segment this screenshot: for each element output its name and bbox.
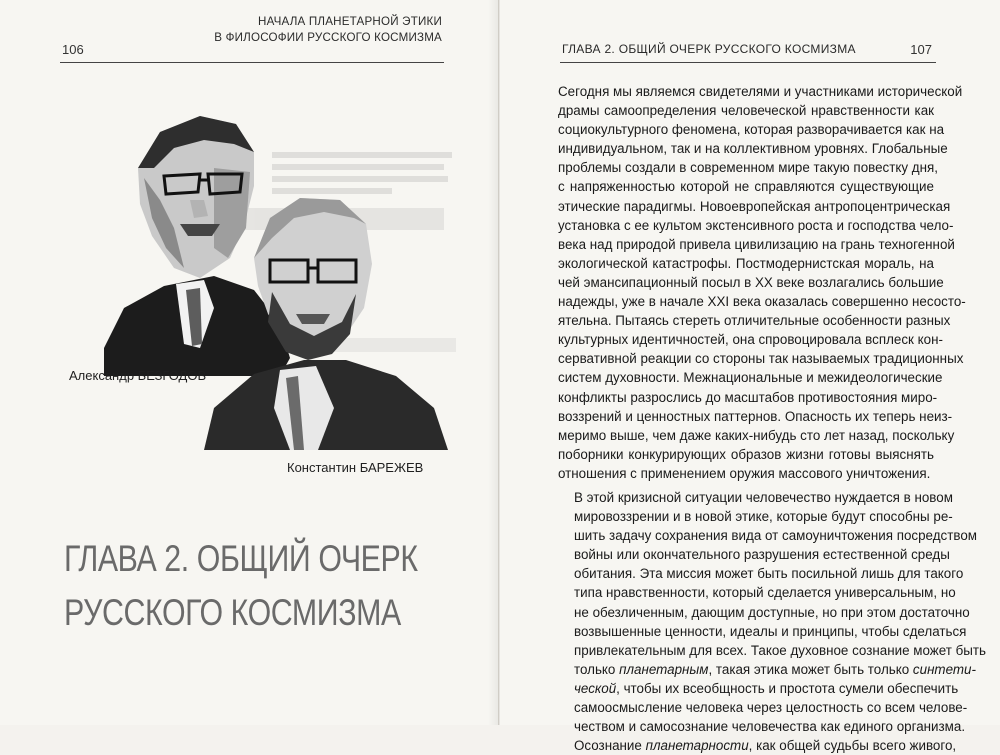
text-line: века над природой привела цивилизацию на грань техногенной — [558, 236, 955, 252]
author-portraits-illustration — [104, 108, 456, 450]
running-head-line: НАЧАЛА ПЛАНЕТАРНОЙ ЭТИКИ — [258, 15, 442, 28]
text-line: сервативной реакции со стороны так называемых традиционных — [558, 351, 964, 367]
header-rule — [560, 62, 936, 63]
text-line: чей эмансипационный посыл в XX веке возлагались большие — [558, 274, 944, 290]
left-page — [0, 0, 499, 725]
text-line: установка с ее культом экстенсивного роста и господства чело- — [558, 217, 954, 233]
author-name-2: Константин БАРЕЖЕВ — [287, 460, 424, 475]
left-page-number: 106 — [62, 42, 84, 57]
text-line: с напряженностью которой не справляются существующие — [558, 179, 934, 195]
text-line: самоосмысление человека через целостность со всем челове- — [574, 700, 968, 715]
paragraph-2 — [558, 488, 986, 755]
text-line: социокультурного феномена, которая разворачивается как на — [558, 122, 945, 138]
text-line: культурных идентичностей, она спровоцировала всплеск кон- — [558, 332, 943, 348]
text-line: этические парадигмы. Новоевропейская антропоцентрическая — [558, 198, 951, 214]
text-line: отношения с применением оружия массового уничтожения. — [558, 465, 931, 481]
text-line: чеством и самосознание человечества как единого организма. — [574, 719, 966, 735]
text-line: привлекательным для всех. Такое духовное сознание может быть — [574, 642, 986, 658]
text-line: надежды, уже в начале XXI века оказалась совершенно несосто- — [558, 294, 966, 310]
text-line: проблемы создали в современном мире такую повестку дня, — [558, 160, 938, 176]
text-line: систем духовности. Межнациональные и межидеологические — [558, 370, 943, 386]
text-line: поборники конкурирующих образов жизни готовы выяснять — [558, 446, 934, 462]
text-line: воззрений и ценностных паттернов. Опасность их теперь неиз- — [558, 408, 953, 424]
text-line: мировоззрении и в новой этике, которые будут способны ре- — [574, 509, 953, 525]
text-line: войны или окончательного разрушения естественной среды — [574, 547, 950, 563]
right-page-number: 107 — [910, 42, 932, 57]
text-line: драмы самоопределения человеческой нравственности как — [558, 103, 934, 119]
right-page — [500, 0, 1000, 754]
chapter-title — [64, 532, 418, 640]
header-rule — [60, 62, 444, 63]
text-line: шить задачу сохранения вида от самоуничтожения посредством — [574, 528, 977, 544]
chapter-title-line-2: РУССКОГО КОСМИЗМА — [64, 592, 401, 633]
body-text — [558, 82, 986, 755]
text-line: экологической катастрофы. Постмодернистская мораль, на — [558, 255, 934, 271]
running-head-line: В ФИЛОСОФИИ РУССКОГО КОСМИЗМА — [214, 31, 442, 44]
text-line: индивидуальном, так и на коллективном уровнях. Глобальные — [558, 141, 948, 157]
text-line: ятельна. Пытаясь стереть отличительные особенности разных — [558, 313, 951, 329]
text-line: ческой, чтобы их всеобщность и простота сумели обеспечить — [574, 680, 959, 696]
text-line: меримо выше, чем даже каких-нибудь сто лет назад, поскольку — [558, 427, 955, 443]
chapter-title-line-1: ГЛАВА 2. ОБЩИЙ ОЧЕРК — [64, 538, 418, 579]
text-line: обитания. Эта миссия может быть посильной лишь для такого — [574, 566, 964, 582]
text-line: Осознание планетарности, как общей судьбы всего живого, — [574, 738, 957, 754]
right-running-head: ГЛАВА 2. ОБЩИЙ ОЧЕРК РУССКОГО КОСМИЗМА — [562, 42, 856, 56]
left-running-head — [214, 14, 442, 46]
text-line: не обезличенным, дающим доступные, но при этом достаточно — [574, 604, 970, 620]
text-line: В этой кризисной ситуации человечество нуждается в новом — [574, 489, 953, 505]
text-line: Сегодня мы являемся свидетелями и участниками исторической — [558, 84, 963, 99]
text-line: конфликты разрослись до масштабов противостояния миро- — [558, 389, 938, 405]
text-line: только планетарным, такая этика может быть только синтети- — [574, 661, 976, 677]
author-name-1: Александр БЕЗГОДОВ — [69, 368, 207, 383]
text-line: типа нравственности, который сделается универсальным, но — [574, 585, 956, 601]
paragraph-1 — [558, 82, 966, 483]
text-line: возвышенные ценности, идеалы и принципы, чтобы сделаться — [574, 623, 967, 639]
